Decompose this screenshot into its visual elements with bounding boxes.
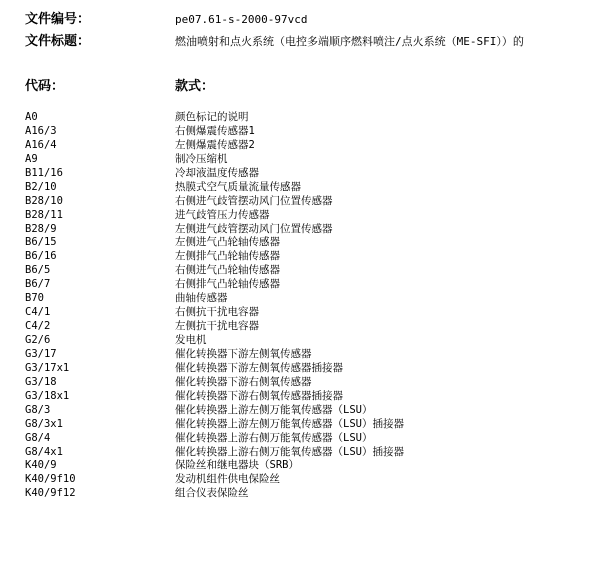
component-code: G8/4 [25,431,51,444]
component-description: 右侧进气歧管摆动风门位置传感器 [175,194,333,207]
list-item [25,194,602,208]
component-description: 催化转换器下游左侧氧传感器 [175,347,312,360]
component-code: A16/4 [25,138,57,151]
component-description: 右侧排气凸轮轴传感器 [175,278,280,291]
component-description: 催化转换器下游右侧氧传感器 [175,375,312,388]
component-description: 曲轴传感器 [175,292,228,305]
list-item [25,333,602,347]
component-description: 左侧抗干扰电容器 [175,320,259,333]
component-code: G8/4x1 [25,445,63,458]
component-code: B2/10 [25,180,57,193]
list-item [25,263,602,277]
component-description: 颜色标记的说明 [175,111,249,123]
component-code: G8/3 [25,403,51,416]
list-item [25,110,602,124]
list-item [25,291,602,305]
component-code: B70 [25,292,44,305]
list-item [25,472,602,486]
component-code: G8/3x1 [25,417,63,430]
component-list [25,110,602,500]
component-code: K40/9 [25,459,57,472]
component-description: 催化转换器上游左侧万能氧传感器（LSU）插接器 [175,417,404,430]
component-description: 组合仪表保险丝 [175,487,249,500]
list-item [25,235,602,249]
component-description: 制冷压缩机 [175,152,228,165]
list-item [25,249,602,263]
doc-number-value: pe07.61-s-2000-97vcd [175,13,308,26]
list-item [25,403,602,417]
component-code: G3/17x1 [25,361,70,374]
component-code: A16/3 [25,124,57,137]
component-description: 热膜式空气质量流量传感器 [175,180,301,193]
component-code: B6/5 [25,264,51,277]
component-code: C4/2 [25,320,51,333]
component-description: 催化转换器下游右侧氧传感器插接器 [175,389,343,402]
list-item [25,417,602,431]
component-code: B28/10 [25,194,63,207]
list-item [25,180,602,194]
component-code: A9 [25,152,38,165]
list-item [25,222,602,236]
column-header-code: 代码： [25,79,65,94]
component-description: 冷却液温度传感器 [175,166,259,179]
component-description: 催化转换器上游右侧万能氧传感器（LSU）插接器 [175,445,404,458]
component-description: 保险丝和继电器块（SRB） [175,459,299,472]
component-code: B28/11 [25,208,63,221]
component-description: 左侧爆震传感器2 [175,138,255,151]
doc-title-value: 燃油喷射和点火系统（电控多端顺序燃料喷注/点火系统（ME-SFI））的 [175,35,524,48]
component-description: 进气歧管压力传感器 [175,208,270,221]
component-description: 催化转换器上游右侧万能氧传感器（LSU） [175,431,373,444]
component-code: G2/6 [25,334,51,346]
list-item [25,138,602,152]
component-code: B11/16 [25,166,63,179]
list-item [25,389,602,403]
component-description: 发电机 [175,334,207,346]
component-description: 催化转换器上游左侧万能氧传感器（LSU） [175,403,373,416]
component-code: B6/16 [25,250,57,263]
component-description: 催化转换器下游左侧氧传感器插接器 [175,361,343,374]
component-code: B6/7 [25,278,51,291]
component-code: B6/15 [25,236,57,249]
list-item [25,124,602,138]
component-description: 右侧抗干扰电容器 [175,306,259,319]
list-item [25,277,602,291]
component-description: 左侧进气凸轮轴传感器 [175,236,280,249]
component-code: B28/9 [25,222,57,235]
list-item [25,431,602,445]
component-code: A0 [25,111,38,123]
list-item [25,166,602,180]
component-description: 左侧进气歧管摆动风门位置传感器 [175,222,333,235]
doc-number-label: 文件编号： [25,12,91,27]
component-description: 发动机组件供电保险丝 [175,473,280,486]
component-description: 右侧爆震传感器1 [175,124,255,137]
component-code: G3/18x1 [25,389,70,402]
list-item [25,208,602,222]
doc-title-label: 文件标题： [25,34,91,49]
component-code: K40/9f10 [25,473,76,486]
list-item [25,486,602,500]
list-item [25,361,602,375]
component-description: 左侧排气凸轮轴传感器 [175,250,280,263]
list-item [25,347,602,361]
component-code: G3/17 [25,347,57,360]
component-description: 右侧进气凸轮轴传感器 [175,264,280,277]
list-item [25,152,602,166]
component-code: G3/18 [25,375,57,388]
list-item [25,319,602,333]
list-item [25,305,602,319]
component-code: C4/1 [25,306,51,319]
list-item [25,375,602,389]
component-code: K40/9f12 [25,487,76,500]
list-item [25,445,602,459]
list-item [25,458,602,472]
column-header-model: 款式： [175,79,215,94]
